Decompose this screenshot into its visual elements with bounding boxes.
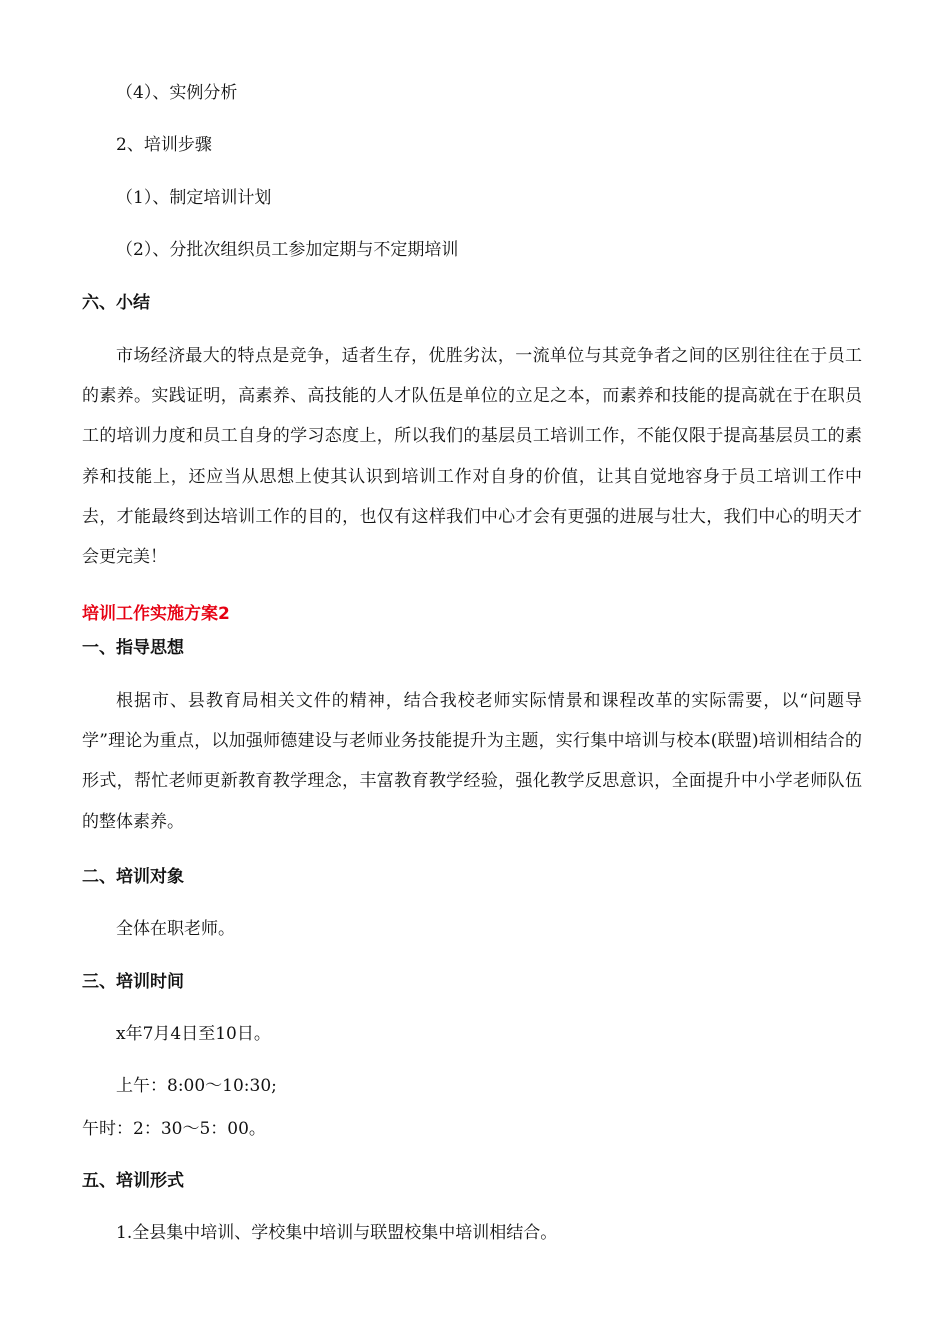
- form-heading: 五、培训形式: [82, 1171, 184, 1191]
- list-item-4-case-analysis: （4）、实例分析: [116, 83, 238, 103]
- list-item-step-1: （1）、制定培训计划: [116, 188, 272, 208]
- time-morning: 上午：8:00～10:30;: [116, 1076, 277, 1096]
- guiding-paragraph: 根据市、县教育局相关文件的精神，结合我校老师实际情景和课程改革的实际需要，以“问题导学”理论为重点，以加强师德建设与老师业务技能提升为主题，实行集中培训与校本(联盟)培训相结合的形式，帮忙老师更新教育教学理念，丰富教育教学经验，强化教学反思意识，全面提升中小学老师队伍的整体素养。: [82, 691, 862, 832]
- summary-heading: 六、小结: [82, 293, 150, 313]
- time-afternoon: 午时：2：30～5：00。: [82, 1119, 266, 1139]
- target-text: 全体在职老师。: [116, 919, 235, 939]
- guiding-heading: 一、指导思想: [82, 638, 184, 658]
- time-heading: 三、培训时间: [82, 972, 184, 992]
- list-item-step-2: （2）、分批次组织员工参加定期与不定期培训: [116, 240, 459, 260]
- plan2-title: 培训工作实施方案2: [82, 604, 230, 624]
- list-item-training-steps: 2、培训步骤: [116, 135, 212, 155]
- time-dates: x年7月4日至10日。: [116, 1024, 271, 1044]
- target-heading: 二、培训对象: [82, 867, 184, 887]
- form-item-1: 1.全县集中培训、学校集中培训与联盟校集中培训相结合。: [116, 1223, 558, 1243]
- summary-paragraph: 市场经济最大的特点是竞争，适者生存，优胜劣汰，一流单位与其竞争者之间的区别往往在于员工的素养。实践证明，高素养、高技能的人才队伍是单位的立足之本，而素养和技能的提高就在于在职员工的培训力度和员工自身的学习态度上，所以我们的基层员工培训工作，不能仅限于提高基层员工的素养和技能上，还应当从思想上使其认识到培训工作对自身的价值，让其自觉地容身于员工培训工作中去，才能最终到达培训工作的目的，也仅有这样我们中心才会有更强的进展与壮大，我们中心的明天才会更完美！: [82, 346, 862, 568]
